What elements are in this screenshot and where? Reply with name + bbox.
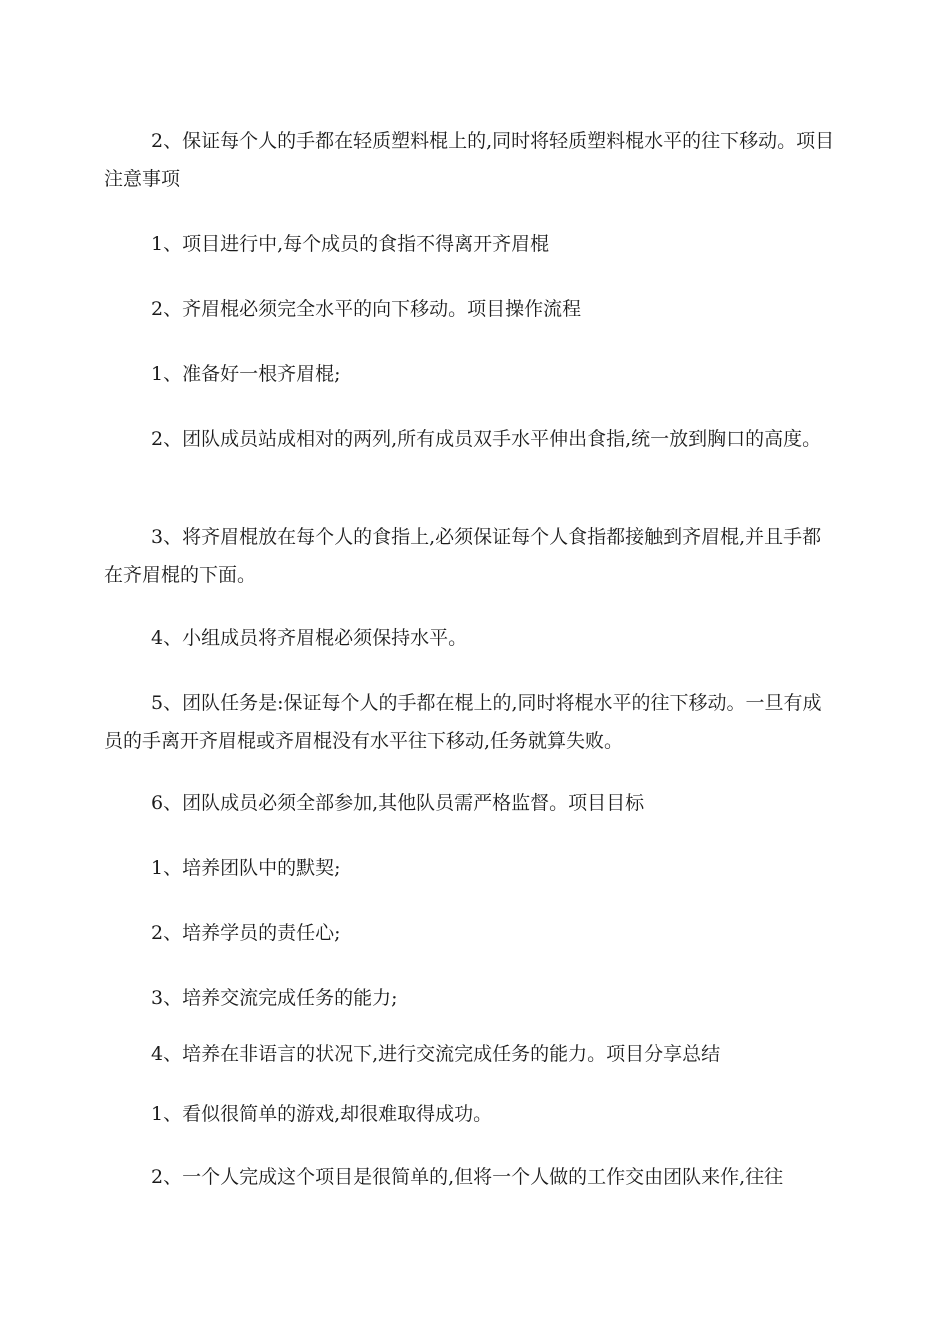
paragraph: 5、团队任务是:保证每个人的手都在棍上的,同时将棍水平的往下移动。一旦有成员的手离开齐眉棍或齐眉棍没有水平往下移动,任务就算失败。 xyxy=(104,692,822,752)
paragraph: 2、齐眉棍必须完全水平的向下移动。项目操作流程 xyxy=(151,298,582,320)
paragraph: 2、团队成员站成相对的两列,所有成员双手水平伸出食指,统一放到胸口的高度。 xyxy=(151,428,822,450)
paragraph: 2、保证每个人的手都在轻质塑料棍上的,同时将轻质塑料棍水平的往下移动。项目注意事项 xyxy=(104,130,835,190)
paragraph: 1、项目进行中,每个成员的食指不得离开齐眉棍 xyxy=(151,233,550,255)
paragraph: 2、一个人完成这个项目是很简单的,但将一个人做的工作交由团队来作,往往 xyxy=(151,1166,784,1188)
paragraph: 4、培养在非语言的状况下,进行交流完成任务的能力。项目分享总结 xyxy=(151,1043,721,1065)
paragraph: 3、培养交流完成任务的能力; xyxy=(151,987,398,1009)
paragraph: 4、小组成员将齐眉棍必须保持水平。 xyxy=(151,627,468,649)
paragraph: 1、看似很简单的游戏,却很难取得成功。 xyxy=(151,1103,493,1125)
paragraph: 6、团队成员必须全部参加,其他队员需严格监督。项目目标 xyxy=(151,792,645,814)
paragraph: 3、将齐眉棍放在每个人的食指上,必须保证每个人食指都接触到齐眉棍,并且手都在齐眉棍的下面。 xyxy=(104,526,822,586)
paragraph: 1、准备好一根齐眉棍; xyxy=(151,363,341,385)
paragraph: 2、培养学员的责任心; xyxy=(151,922,341,944)
paragraph: 1、培养团队中的默契; xyxy=(151,857,341,879)
